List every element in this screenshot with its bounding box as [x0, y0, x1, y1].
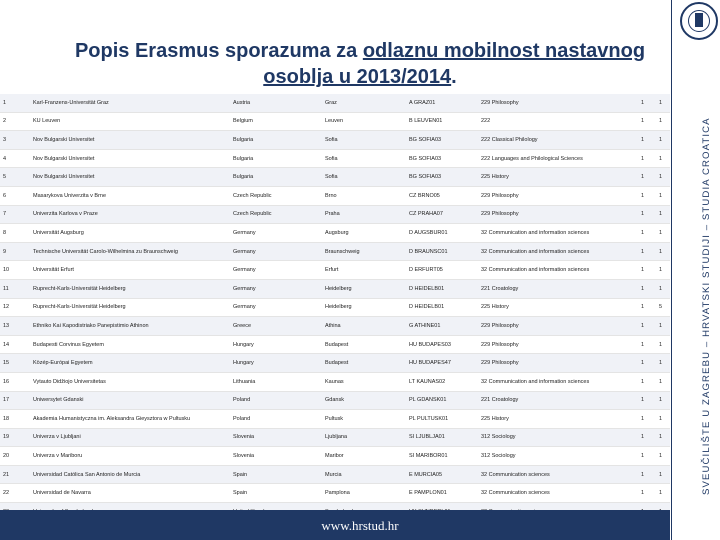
count-a-cell: 1	[638, 94, 656, 112]
erasmus-code-cell: BG SOFIA03	[406, 131, 478, 150]
count-a-cell: 1	[638, 428, 656, 447]
table-row	[0, 428, 670, 447]
country-cell: Poland	[230, 410, 322, 429]
row-number-cell: 16	[0, 372, 30, 391]
count-a-cell: 1	[638, 261, 656, 280]
table-row	[0, 205, 670, 224]
country-cell: Germany	[230, 261, 322, 280]
university-name-vertical: SVEUČILIŠTE U ZAGREBU – HRVATSKI STUDIJI – STUDIA CROATICA	[701, 117, 712, 495]
footer-bar	[0, 510, 670, 540]
row-number-cell: 2	[0, 112, 30, 131]
country-cell: Poland	[230, 391, 322, 410]
institution-cell: Nov Bulgarski Universitet	[30, 149, 230, 168]
institution-cell: Ruprecht-Karls-Universität Heidelberg	[30, 298, 230, 317]
count-b-cell: 1	[656, 168, 670, 187]
row-number-cell: 5	[0, 168, 30, 187]
subject-area-cell: 222	[478, 112, 638, 131]
title-underlined-2: osoblja u 2013/2014	[263, 66, 452, 88]
count-b-cell: 1	[656, 261, 670, 280]
institution-cell: Univerza v Mariboru	[30, 447, 230, 466]
subject-area-cell: 229 Philosophy	[478, 186, 638, 205]
table-row	[0, 94, 670, 112]
country-cell: Hungary	[230, 335, 322, 354]
count-a-cell: 1	[638, 224, 656, 243]
erasmus-code-cell: D ERFURT05	[406, 261, 478, 280]
erasmus-code-cell: CZ PRAHA07	[406, 205, 478, 224]
row-number-cell: 6	[0, 186, 30, 205]
row-number-cell: 1	[0, 94, 30, 112]
country-cell: Greece	[230, 317, 322, 336]
footer-url[interactable]: www.hrstud.hr	[321, 518, 399, 533]
count-a-cell: 1	[638, 354, 656, 373]
count-b-cell: 1	[656, 112, 670, 131]
row-number-cell: 4	[0, 149, 30, 168]
row-number-cell: 9	[0, 242, 30, 261]
count-a-cell: 1	[638, 465, 656, 484]
count-a-cell: 1	[638, 484, 656, 503]
erasmus-code-cell: B LEUVEN01	[406, 112, 478, 131]
subject-area-cell: 312 Sociology	[478, 428, 638, 447]
table-row	[0, 261, 670, 280]
count-a-cell: 1	[638, 149, 656, 168]
erasmus-code-cell: E PAMPLON01	[406, 484, 478, 503]
country-cell: Lithuania	[230, 372, 322, 391]
country-cell: Belgium	[230, 112, 322, 131]
city-cell: Augsburg	[322, 224, 406, 243]
institution-cell: Budapesti Corvinus Egyetem	[30, 335, 230, 354]
subject-area-cell: 229 Philosophy	[478, 335, 638, 354]
count-a-cell: 1	[638, 391, 656, 410]
subject-area-cell: 32 Communication and information sciences	[478, 372, 638, 391]
count-a-cell: 1	[638, 317, 656, 336]
subject-area-cell: 229 Philosophy	[478, 317, 638, 336]
erasmus-code-cell: CZ BRNO05	[406, 186, 478, 205]
count-b-cell: 1	[656, 242, 670, 261]
subject-area-cell: 32 Communication and information sciences	[478, 224, 638, 243]
count-b-cell: 1	[656, 484, 670, 503]
university-sidebar	[672, 0, 720, 540]
table-row	[0, 131, 670, 150]
country-cell: Bulgaria	[230, 149, 322, 168]
erasmus-code-cell: D HEIDELB01	[406, 298, 478, 317]
table-row	[0, 112, 670, 131]
institution-cell: Univerzita Karlova v Praze	[30, 205, 230, 224]
city-cell: Graz	[322, 94, 406, 112]
city-cell: Sofia	[322, 149, 406, 168]
institution-cell: KU Leuven	[30, 112, 230, 131]
country-cell: Bulgaria	[230, 168, 322, 187]
count-b-cell: 1	[656, 186, 670, 205]
country-cell: Hungary	[230, 354, 322, 373]
count-b-cell: 1	[656, 354, 670, 373]
city-cell: Sofia	[322, 131, 406, 150]
country-cell: Czech Republic	[230, 186, 322, 205]
subject-area-cell: 221 Croatology	[478, 279, 638, 298]
erasmus-code-cell: A GRAZ01	[406, 94, 478, 112]
erasmus-code-cell: SI MARIBOR01	[406, 447, 478, 466]
city-cell: Leuven	[322, 112, 406, 131]
city-cell: Athina	[322, 317, 406, 336]
count-a-cell: 1	[638, 447, 656, 466]
institution-cell: Karl-Franzens-Universität Graz	[30, 94, 230, 112]
institution-cell: Masarykova Univerzita v Brne	[30, 186, 230, 205]
table-row	[0, 484, 670, 503]
institution-cell: Nov Bulgarski Universitet	[30, 168, 230, 187]
table-row	[0, 410, 670, 429]
count-b-cell: 1	[656, 94, 670, 112]
count-a-cell: 1	[638, 112, 656, 131]
count-a-cell: 1	[638, 410, 656, 429]
count-b-cell: 5	[656, 298, 670, 317]
city-cell: Budapest	[322, 335, 406, 354]
row-number-cell: 21	[0, 465, 30, 484]
table-row	[0, 391, 670, 410]
row-number-cell: 7	[0, 205, 30, 224]
row-number-cell: 22	[0, 484, 30, 503]
erasmus-code-cell: BG SOFIA03	[406, 168, 478, 187]
erasmus-code-cell: LT KAUNAS02	[406, 372, 478, 391]
count-a-cell: 1	[638, 242, 656, 261]
title-period: .	[451, 66, 457, 88]
erasmus-code-cell: G ATHINE01	[406, 317, 478, 336]
city-cell: Murcia	[322, 465, 406, 484]
subject-area-cell: 32 Communication and information sciences	[478, 242, 638, 261]
subject-area-cell: 225 History	[478, 410, 638, 429]
subject-area-cell: 225 History	[478, 168, 638, 187]
count-b-cell: 1	[656, 447, 670, 466]
institution-cell: Universität Erfurt	[30, 261, 230, 280]
row-number-cell: 10	[0, 261, 30, 280]
institution-cell: Akademia Humanistyczna im. Aleksandra Gieysztora w Pultusku	[30, 410, 230, 429]
city-cell: Kaunas	[322, 372, 406, 391]
city-cell: Ljubljana	[322, 428, 406, 447]
subject-area-cell: 32 Communication and information sciences	[478, 261, 638, 280]
count-b-cell: 1	[656, 317, 670, 336]
country-cell: Germany	[230, 279, 322, 298]
table-row	[0, 168, 670, 187]
count-b-cell: 1	[656, 279, 670, 298]
erasmus-code-cell: SI LJUBLJA01	[406, 428, 478, 447]
subject-area-cell: 32 Communication sciences	[478, 484, 638, 503]
institution-cell: Ethniko Kai Kapodistriako Panepistimio Athinon	[30, 317, 230, 336]
country-cell: Austria	[230, 94, 322, 112]
erasmus-code-cell: PL GDANSK01	[406, 391, 478, 410]
subject-area-cell: 312 Sociology	[478, 447, 638, 466]
count-b-cell: 1	[656, 131, 670, 150]
country-cell: Germany	[230, 242, 322, 261]
count-b-cell: 1	[656, 224, 670, 243]
count-b-cell: 1	[656, 465, 670, 484]
row-number-cell: 19	[0, 428, 30, 447]
institution-cell: Vytauto Didžiojo Universitetas	[30, 372, 230, 391]
table-row	[0, 354, 670, 373]
table-row	[0, 149, 670, 168]
table-row	[0, 317, 670, 336]
institution-cell: Ruprecht-Karls-Universität Heidelberg	[30, 279, 230, 298]
institution-cell: Universidad de Navarra	[30, 484, 230, 503]
row-number-cell: 20	[0, 447, 30, 466]
subject-area-cell: 229 Philosophy	[478, 94, 638, 112]
city-cell: Sofia	[322, 168, 406, 187]
count-b-cell: 1	[656, 149, 670, 168]
title-line-2	[0, 64, 720, 90]
page-title	[0, 38, 720, 90]
institution-cell: Univerza v Ljubljani	[30, 428, 230, 447]
city-cell: Heidelberg	[322, 279, 406, 298]
count-a-cell: 1	[638, 279, 656, 298]
erasmus-code-cell: HU BUDAPES03	[406, 335, 478, 354]
country-cell: Czech Republic	[230, 205, 322, 224]
count-b-cell: 1	[656, 428, 670, 447]
table-row	[0, 242, 670, 261]
table-row	[0, 224, 670, 243]
country-cell: Germany	[230, 298, 322, 317]
count-a-cell: 1	[638, 131, 656, 150]
institution-cell: Universität Augsburg	[30, 224, 230, 243]
city-cell: Heidelberg	[322, 298, 406, 317]
city-cell: Budapest	[322, 354, 406, 373]
erasmus-code-cell: BG SOFIA03	[406, 149, 478, 168]
row-number-cell: 12	[0, 298, 30, 317]
title-text-1: Popis Erasmus sporazuma za	[74, 40, 363, 62]
count-a-cell: 1	[638, 168, 656, 187]
subject-area-cell: 225 History	[478, 298, 638, 317]
city-cell: Brno	[322, 186, 406, 205]
institution-cell: Technische Universität Carolo-Wilhelmina zu Braunschweig	[30, 242, 230, 261]
count-b-cell: 1	[656, 372, 670, 391]
row-number-cell: 11	[0, 279, 30, 298]
count-a-cell: 1	[638, 298, 656, 317]
subject-area-cell: 229 Philosophy	[478, 205, 638, 224]
subject-area-cell: 222 Languages and Philological Sciences	[478, 149, 638, 168]
row-number-cell: 3	[0, 131, 30, 150]
erasmus-code-cell: PL PULTUSK01	[406, 410, 478, 429]
agreements-table	[0, 94, 670, 522]
row-number-cell: 13	[0, 317, 30, 336]
city-cell: Maribor	[322, 447, 406, 466]
title-underlined-1: odlaznu mobilnost nastavnog	[362, 40, 646, 62]
country-cell: Bulgaria	[230, 131, 322, 150]
country-cell: Spain	[230, 465, 322, 484]
university-seal-icon	[680, 2, 718, 40]
table-body	[0, 94, 670, 521]
subject-area-cell: 32 Communication sciences	[478, 465, 638, 484]
count-b-cell: 1	[656, 205, 670, 224]
row-number-cell: 17	[0, 391, 30, 410]
title-line-1	[0, 38, 720, 64]
erasmus-code-cell: D AUGSBUR01	[406, 224, 478, 243]
city-cell: Erfurt	[322, 261, 406, 280]
subject-area-cell: 222 Classical Philology	[478, 131, 638, 150]
row-number-cell: 18	[0, 410, 30, 429]
row-number-cell: 14	[0, 335, 30, 354]
city-cell: Braunschweig	[322, 242, 406, 261]
subject-area-cell: 229 Philosophy	[478, 354, 638, 373]
country-cell: Slovenia	[230, 428, 322, 447]
institution-cell: Universidad Católica San Antonio de Murcia	[30, 465, 230, 484]
row-number-cell: 15	[0, 354, 30, 373]
table-row	[0, 335, 670, 354]
count-a-cell: 1	[638, 335, 656, 354]
institution-cell: Nov Bulgarski Universitet	[30, 131, 230, 150]
table-row	[0, 298, 670, 317]
country-cell: Germany	[230, 224, 322, 243]
count-b-cell: 1	[656, 335, 670, 354]
city-cell: Praha	[322, 205, 406, 224]
city-cell: Pamplona	[322, 484, 406, 503]
row-number-cell: 8	[0, 224, 30, 243]
institution-cell: Uniwersytet Gdanski	[30, 391, 230, 410]
count-b-cell: 1	[656, 410, 670, 429]
count-b-cell: 1	[656, 391, 670, 410]
subject-area-cell: 221 Croatology	[478, 391, 638, 410]
country-cell: Slovenia	[230, 447, 322, 466]
table-row	[0, 186, 670, 205]
erasmus-code-cell: D HEIDELB01	[406, 279, 478, 298]
city-cell: Gdansk	[322, 391, 406, 410]
erasmus-code-cell: E MURCIA05	[406, 465, 478, 484]
table-row	[0, 447, 670, 466]
country-cell: Spain	[230, 484, 322, 503]
table-row	[0, 372, 670, 391]
table-row	[0, 279, 670, 298]
table-row	[0, 465, 670, 484]
erasmus-code-cell: HU BUDAPES47	[406, 354, 478, 373]
count-a-cell: 1	[638, 205, 656, 224]
erasmus-code-cell: D BRAUNSC01	[406, 242, 478, 261]
count-a-cell: 1	[638, 186, 656, 205]
institution-cell: Közép-Európai Egyetem	[30, 354, 230, 373]
count-a-cell: 1	[638, 372, 656, 391]
city-cell: Pultusk	[322, 410, 406, 429]
